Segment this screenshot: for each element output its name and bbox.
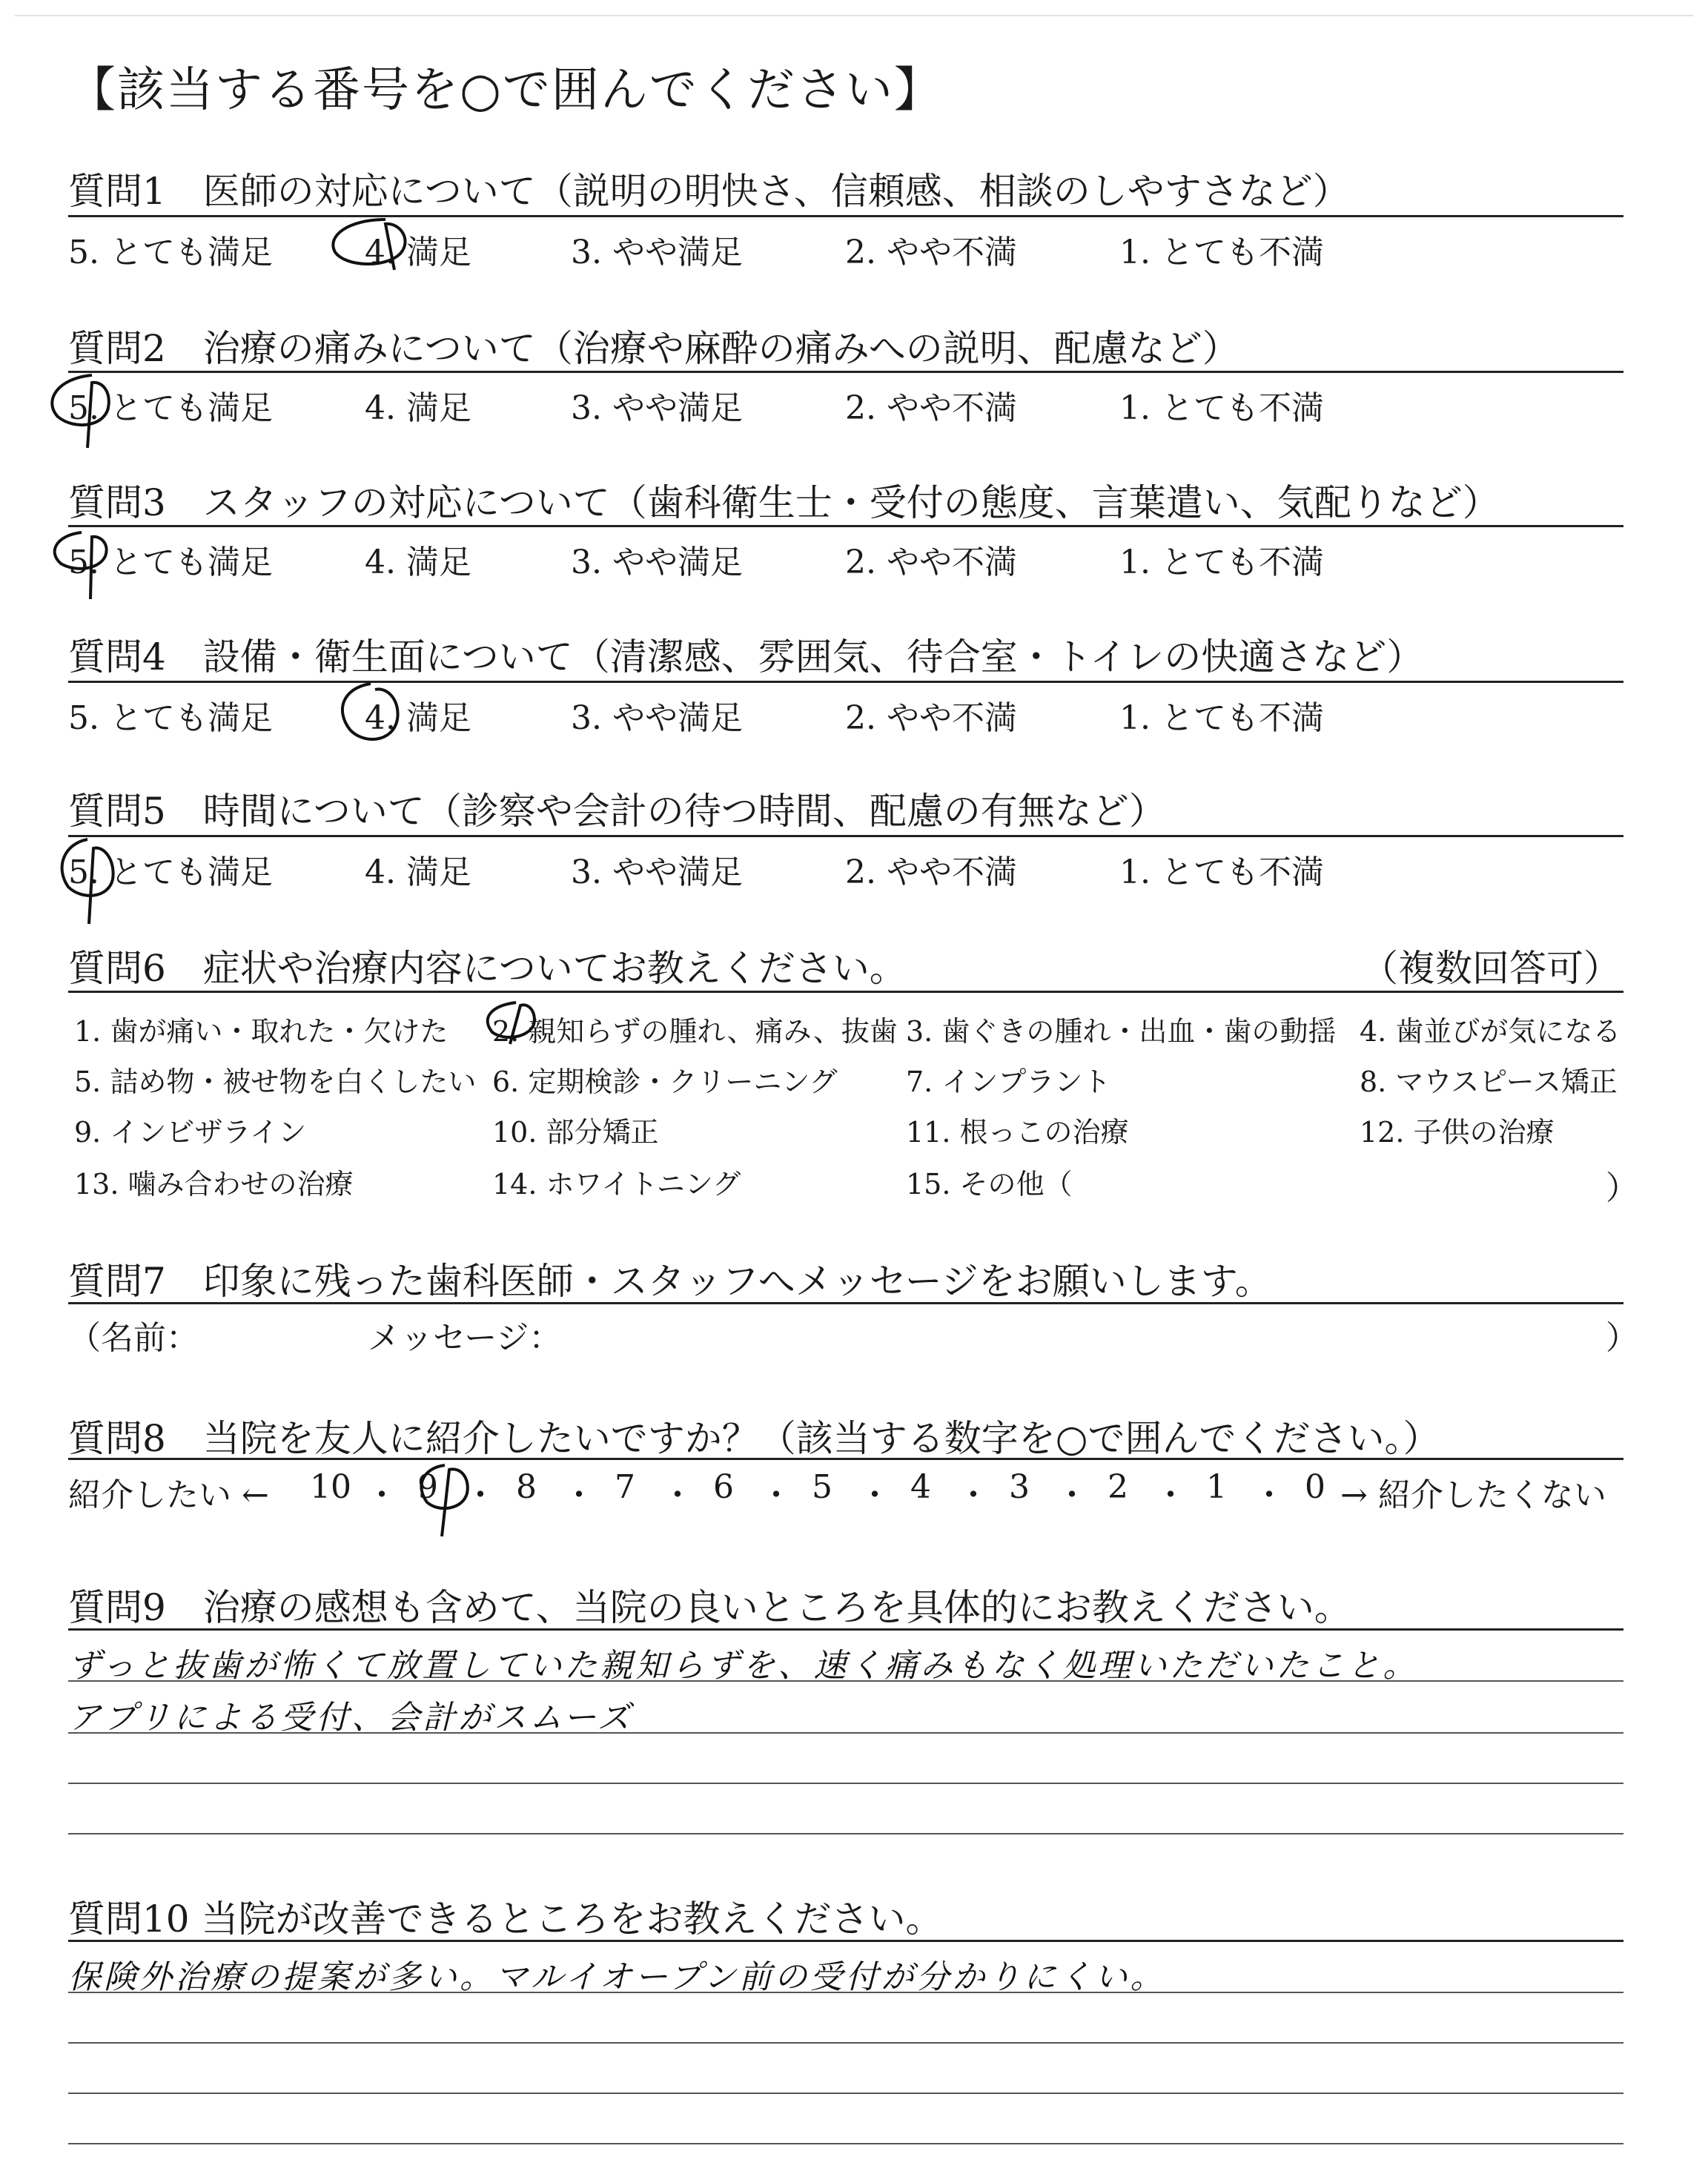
q4-option-4[interactable]: 4. 満足 bbox=[365, 699, 471, 737]
q10-answer-line-1: 保険外治療の提案が多い。マルイオープン前の受付が分かりにくい。 bbox=[68, 1958, 1166, 1996]
q9-writing-line-2 bbox=[68, 1732, 1623, 1734]
q10-writing-line-1 bbox=[68, 1992, 1623, 1993]
question-5-title: 質問5 時間について（診察や会計の待つ時間、配慮の有無など） bbox=[68, 790, 1166, 833]
q2-option-3[interactable]: 3. やや満足 bbox=[571, 389, 743, 427]
scale-value-5[interactable]: 5 bbox=[812, 1468, 833, 1506]
q6-option-12[interactable]: 12. 子供の治療 bbox=[1360, 1116, 1555, 1149]
question-3-rule bbox=[68, 525, 1623, 527]
scale-separator: ・ bbox=[1056, 1476, 1088, 1514]
q9-writing-line-4 bbox=[68, 1833, 1623, 1834]
q5-option-1[interactable]: 1. とても不満 bbox=[1119, 853, 1324, 891]
scale-value-0[interactable]: 0 bbox=[1305, 1468, 1325, 1506]
q6-option-1[interactable]: 1. 歯が痛い・取れた・欠けた bbox=[74, 1015, 448, 1048]
q9-answer-line-2: アプリによる受付、会計がスムーズ bbox=[68, 1699, 633, 1737]
q6-other-close-paren: ） bbox=[1606, 1169, 1638, 1207]
scale-separator: ・ bbox=[760, 1476, 792, 1514]
question-10-rule bbox=[68, 1940, 1623, 1942]
scale-value-7[interactable]: 7 bbox=[615, 1468, 635, 1506]
q1-option-1[interactable]: 1. とても不満 bbox=[1119, 234, 1324, 271]
q4-option-1[interactable]: 1. とても不満 bbox=[1119, 699, 1324, 737]
name-label: （名前： bbox=[68, 1319, 199, 1357]
q2-option-4[interactable]: 4. 満足 bbox=[365, 389, 471, 427]
question-1-rule bbox=[68, 215, 1623, 217]
q5-option-5[interactable]: 5. とても満足 bbox=[68, 853, 273, 891]
q6-option-5[interactable]: 5. 詰め物・被せ物を白くしたい bbox=[74, 1066, 477, 1098]
q1-option-4[interactable]: 4. 満足 bbox=[365, 234, 471, 271]
question-5-rule bbox=[68, 835, 1623, 837]
q6-option-13[interactable]: 13. 噛み合わせの治療 bbox=[74, 1168, 354, 1200]
scale-value-9[interactable]: 9 bbox=[417, 1468, 438, 1506]
q1-option-2[interactable]: 2. やや不満 bbox=[845, 234, 1017, 271]
question-7-rule bbox=[68, 1302, 1623, 1304]
question-1-title: 質問1 医師の対応について（説明の明快さ、信頼感、相談のしやすさなど） bbox=[68, 170, 1350, 213]
q6-option-7[interactable]: 7. インプラント bbox=[906, 1066, 1111, 1098]
q1-option-5[interactable]: 5. とても満足 bbox=[68, 234, 273, 271]
q6-option-14[interactable]: 14. ホワイトニング bbox=[492, 1168, 741, 1200]
q6-option-10[interactable]: 10. 部分矯正 bbox=[492, 1116, 659, 1149]
q6-option-6[interactable]: 6. 定期検診・クリーニング bbox=[492, 1066, 838, 1098]
scale-separator: ・ bbox=[957, 1476, 990, 1514]
q10-writing-line-2 bbox=[68, 2042, 1623, 2044]
scale-separator: ・ bbox=[858, 1476, 891, 1514]
question-8-title: 質問8 当院を友人に紹介したいですか？（該当する数字を○で囲んでください。） bbox=[68, 1417, 1440, 1460]
q1-option-3[interactable]: 3. やや満足 bbox=[571, 234, 743, 271]
q6-option-15[interactable]: 15. その他（ bbox=[906, 1168, 1073, 1200]
scale-value-6[interactable]: 6 bbox=[713, 1468, 734, 1506]
q2-option-5[interactable]: 5. とても満足 bbox=[68, 389, 273, 427]
scale-value-10[interactable]: 10 bbox=[310, 1468, 351, 1506]
question-4-title: 質問4 設備・衛生面について（清潔感、雰囲気、待合室・トイレの快適さなど） bbox=[68, 635, 1424, 678]
q6-option-2[interactable]: 2. 親知らずの腫れ、痛み、抜歯 bbox=[492, 1015, 898, 1048]
q3-option-4[interactable]: 4. 満足 bbox=[365, 544, 471, 581]
q6-option-3[interactable]: 3. 歯ぐきの腫れ・出血・歯の動揺 bbox=[906, 1015, 1337, 1048]
question-3-title: 質問3 スタッフの対応について（歯科衛生士・受付の態度、言葉遣い、気配りなど） bbox=[68, 481, 1500, 524]
scale-value-4[interactable]: 4 bbox=[910, 1468, 931, 1506]
recommend-scale bbox=[310, 1468, 1325, 1514]
q10-writing-line-4 bbox=[68, 2143, 1623, 2144]
question-6-title: 質問6 症状や治療内容についてお教えください。 bbox=[68, 947, 907, 990]
scale-value-1[interactable]: 1 bbox=[1206, 1468, 1227, 1506]
q7-close-paren: ） bbox=[1606, 1319, 1638, 1357]
scale-value-8[interactable]: 8 bbox=[516, 1468, 537, 1506]
q5-option-3[interactable]: 3. やや満足 bbox=[571, 853, 743, 891]
question-4-rule bbox=[68, 681, 1623, 683]
q6-option-9[interactable]: 9. インビザライン bbox=[74, 1116, 307, 1149]
scale-value-2[interactable]: 2 bbox=[1108, 1468, 1128, 1506]
q9-answer-line-1: ずっと抜歯が怖くて放置していた親知らずを、速く痛みもなく処理いただいたこと。 bbox=[68, 1647, 1419, 1685]
q4-option-5[interactable]: 5. とても満足 bbox=[68, 699, 273, 737]
question-10-title: 質問10 当院が改善できるところをお教えください。 bbox=[68, 1898, 943, 1941]
question-9-title: 質問9 治療の感想も含めて、当院の良いところを具体的にお教えください。 bbox=[68, 1586, 1351, 1629]
q4-option-2[interactable]: 2. やや不満 bbox=[845, 699, 1017, 737]
q5-option-4[interactable]: 4. 満足 bbox=[365, 853, 471, 891]
q9-writing-line-3 bbox=[68, 1783, 1623, 1784]
recommend-left-label: 紹介したい ← bbox=[68, 1476, 269, 1514]
scale-separator: ・ bbox=[563, 1476, 595, 1514]
question-9-rule bbox=[68, 1628, 1623, 1631]
message-label: メッセージ： bbox=[368, 1319, 562, 1357]
scale-separator: ・ bbox=[1154, 1476, 1187, 1514]
q6-option-11[interactable]: 11. 根っこの治療 bbox=[906, 1116, 1129, 1149]
q10-writing-line-3 bbox=[68, 2093, 1623, 2094]
scale-separator: ・ bbox=[365, 1476, 398, 1514]
q3-option-5[interactable]: 5. とても満足 bbox=[68, 544, 273, 581]
scale-separator: ・ bbox=[661, 1476, 694, 1514]
q5-option-2[interactable]: 2. やや不満 bbox=[845, 853, 1017, 891]
q2-option-1[interactable]: 1. とても不満 bbox=[1119, 389, 1324, 427]
q3-option-1[interactable]: 1. とても不満 bbox=[1119, 544, 1324, 581]
question-8-rule bbox=[68, 1458, 1623, 1460]
q2-option-2[interactable]: 2. やや不満 bbox=[845, 389, 1017, 427]
scale-separator: ・ bbox=[1253, 1476, 1285, 1514]
q3-option-2[interactable]: 2. やや不満 bbox=[845, 544, 1017, 581]
scale-separator: ・ bbox=[464, 1476, 497, 1514]
recommend-right-label: → 紹介したくない bbox=[1340, 1476, 1606, 1514]
q6-option-4[interactable]: 4. 歯並びが気になる bbox=[1360, 1015, 1621, 1048]
q3-option-3[interactable]: 3. やや満足 bbox=[571, 544, 743, 581]
q4-option-3[interactable]: 3. やや満足 bbox=[571, 699, 743, 737]
top-edge-line bbox=[15, 15, 1693, 16]
scale-value-3[interactable]: 3 bbox=[1009, 1468, 1030, 1506]
question-2-rule bbox=[68, 371, 1623, 373]
multiple-answers-note: （複数回答可） bbox=[1361, 947, 1621, 990]
question-7-title: 質問7 印象に残った歯科医師・スタッフへメッセージをお願いします。 bbox=[68, 1260, 1272, 1303]
form-title: 【該当する番号を○で囲んでください】 bbox=[68, 63, 943, 118]
q9-writing-line-1 bbox=[68, 1680, 1623, 1682]
question-6-rule bbox=[68, 991, 1623, 993]
q6-option-8[interactable]: 8. マウスピース矯正 bbox=[1360, 1066, 1618, 1098]
question-2-title: 質問2 治療の痛みについて（治療や麻酔の痛みへの説明、配慮など） bbox=[68, 327, 1239, 370]
